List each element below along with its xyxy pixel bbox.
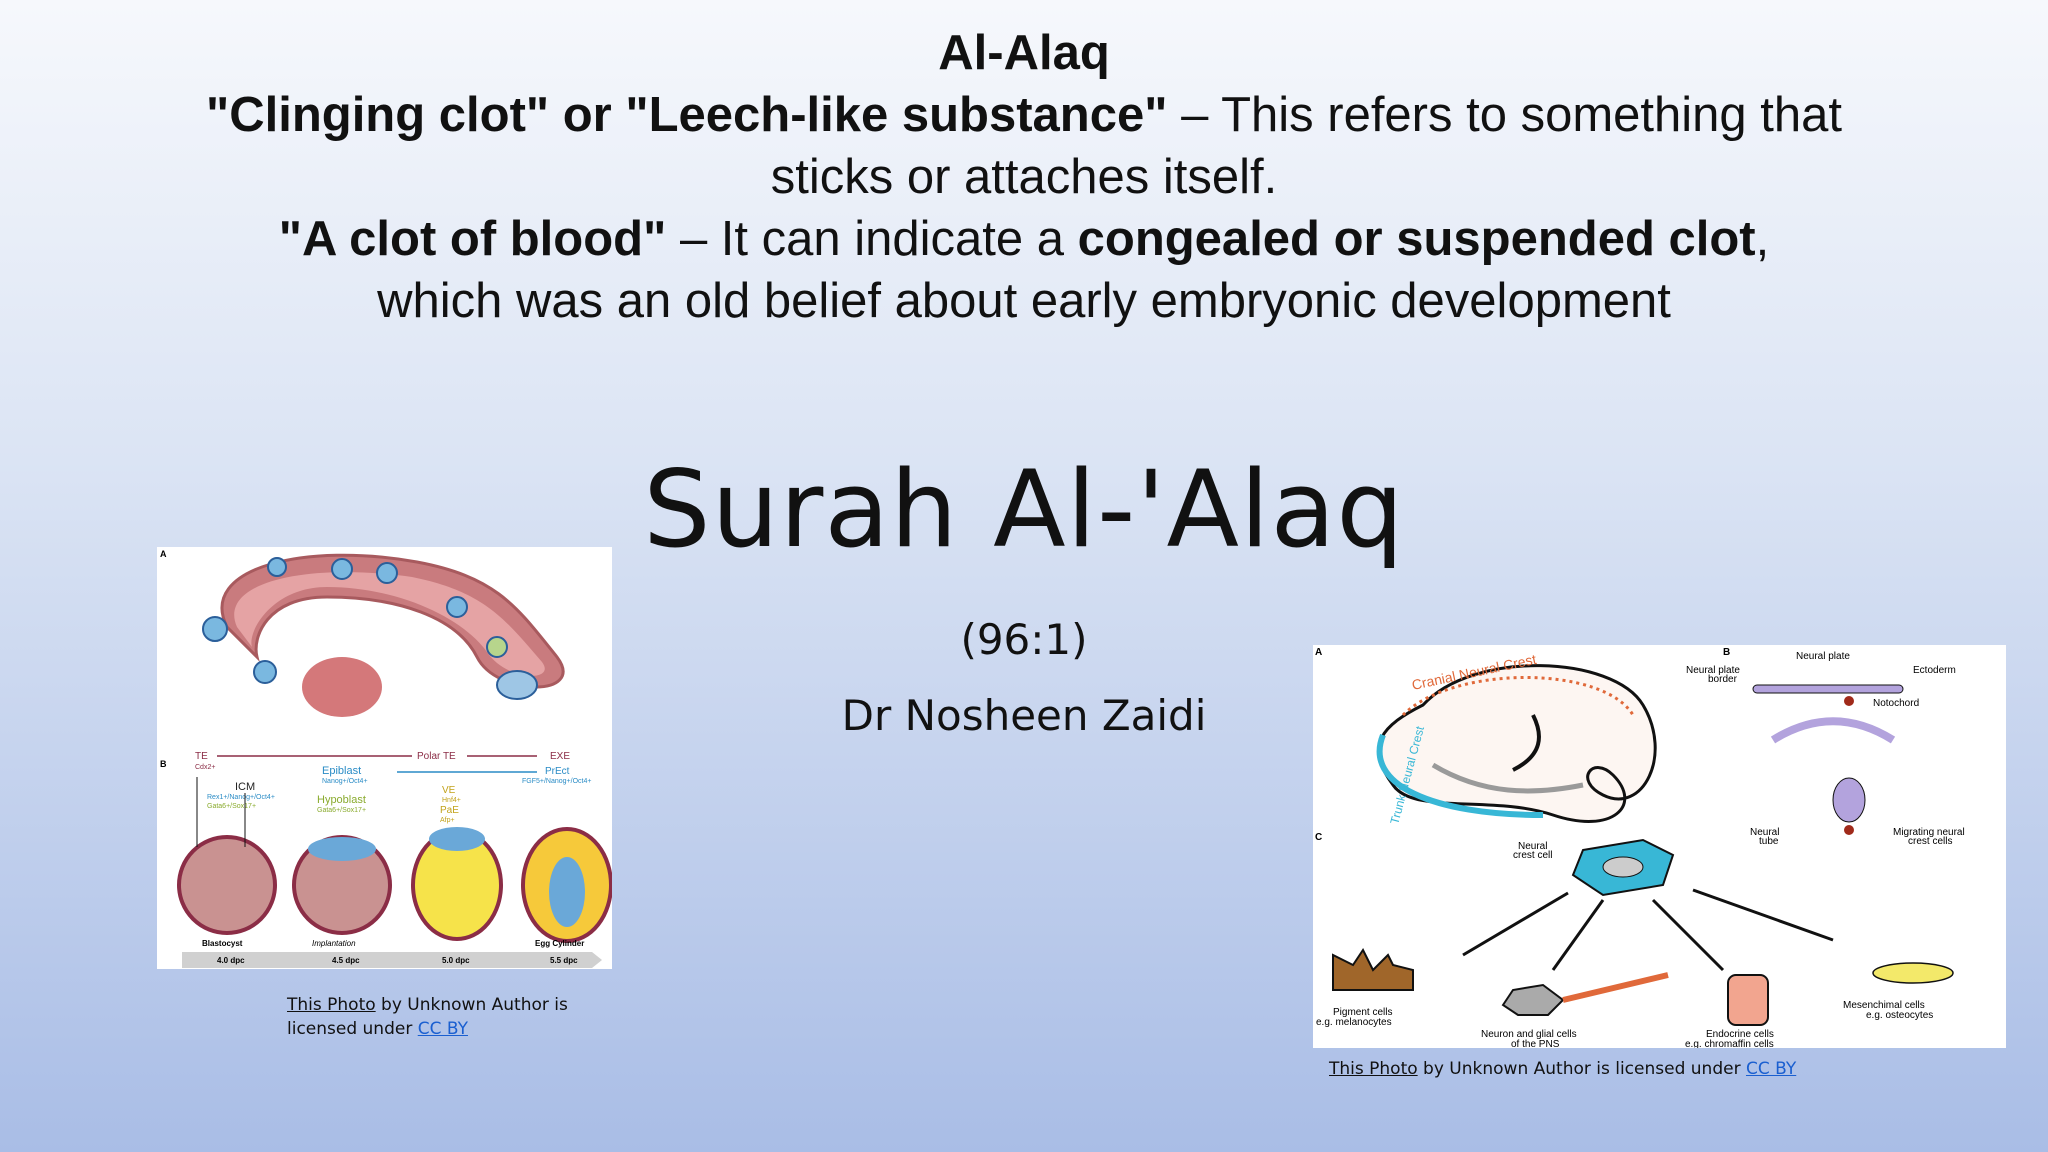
slide-title: Surah Al-'Alaq [643, 448, 1405, 571]
rc-panel-a: A [1315, 647, 1323, 658]
neural-crest-image [1313, 645, 2006, 1048]
pae-sub-label: Afp+ [440, 817, 455, 824]
author-name: Dr Nosheen Zaidi [841, 691, 1207, 740]
notochord-label: Notochord [1873, 698, 1920, 709]
pigment-label-2: e.g. melanocytes [1316, 1017, 1392, 1028]
exe-label: EXE [550, 751, 571, 762]
dpc-5-5: 5.5 dpc [550, 956, 578, 965]
dpc-4-0: 4.0 dpc [217, 956, 245, 965]
left-photo-link[interactable]: This Photo [287, 995, 376, 1015]
stage-egg-cylinder: Egg Cylinder [535, 939, 585, 948]
verse-reference: (96:1) [960, 615, 1088, 664]
embryo-development-image [157, 547, 612, 969]
left-image-caption [287, 993, 568, 1041]
definition-punct: , [1755, 212, 1770, 266]
ectoderm-label: Ectoderm [1913, 665, 1956, 676]
ve-label: VE [442, 785, 456, 796]
right-photo-link[interactable]: This Photo [1329, 1059, 1418, 1079]
rc-panel-c: C [1315, 832, 1323, 843]
definition-text-3: – It can indicate a [666, 212, 1078, 266]
stage-implantation: Implantation [312, 939, 356, 948]
ve-sub-label: Hnf4+ [442, 797, 461, 804]
definition-text-4: which was an old belief about early embryonic development [377, 274, 1671, 328]
icm-sub-label-2: Gata6+/Sox17+ [207, 803, 257, 810]
endo-label-1: Endocrine cells [1706, 1029, 1774, 1040]
definition-title: Al-Alaq [938, 26, 1110, 80]
hypoblast-sub-label: Gata6+/Sox17+ [317, 807, 367, 814]
migrating-label-2: crest cells [1908, 836, 1953, 847]
te-label: TE [195, 751, 208, 762]
prect-label: PrEct [545, 766, 570, 777]
prect-sub-label: FGF5+/Nanog+/Oct4+ [522, 778, 592, 785]
plate-border-label-1: Neural plate [1686, 665, 1740, 676]
pae-label: PaE [440, 805, 459, 816]
ncc-label-1: Neural [1518, 841, 1548, 852]
right-cc-by-link[interactable]: CC BY [1745, 1059, 1797, 1079]
neuron-label-1: Neuron and glial cells [1481, 1029, 1577, 1040]
te-sub-label: Cdx2+ [195, 764, 216, 771]
left-caption-text-2: licensed under [287, 1019, 418, 1039]
definition-text-1: – This refers to something that [1167, 88, 1843, 142]
definition-text [100, 22, 1948, 332]
right-image-caption [1329, 1057, 1796, 1081]
neuron-label-2: of the PNS [1511, 1039, 1560, 1048]
mes-label-2: e.g. osteocytes [1866, 1010, 1934, 1021]
dpc-5-0: 5.0 dpc [442, 956, 470, 965]
definition-phrase-2: "A clot of blood" [278, 212, 667, 266]
neural-crest-diagram [1313, 645, 2006, 1048]
neural-tube-label-1: Neural [1750, 827, 1780, 838]
panel-b-label: B [160, 759, 167, 769]
plate-border-label-2: border [1708, 674, 1737, 685]
dpc-4-5: 4.5 dpc [332, 956, 360, 965]
stage-blastocyst: Blastocyst [202, 939, 243, 948]
cranial-neural-crest-label: Cranial Neural Crest [1410, 650, 1538, 693]
endo-label-2: e.g. chromaffin cells [1685, 1039, 1774, 1048]
migrating-label-1: Migrating neural [1893, 827, 1965, 838]
pigment-label-1: Pigment cells [1333, 1007, 1393, 1018]
embryo-diagram [157, 547, 612, 969]
panel-a-label: A [160, 549, 167, 559]
left-cc-by-link[interactable]: CC BY [417, 1019, 468, 1039]
definition-phrase-1: "Clinging clot" or "Leech-like substance" [205, 88, 1168, 142]
hypoblast-label: Hypoblast [317, 794, 366, 806]
epiblast-label: Epiblast [322, 765, 362, 777]
polar-te-label: Polar TE [417, 751, 456, 762]
rc-panel-b: B [1723, 647, 1731, 658]
ncc-label-2: crest cell [1513, 850, 1553, 861]
neural-tube-label-2: tube [1759, 836, 1779, 847]
right-caption-text: by Unknown Author is licensed under [1417, 1059, 1746, 1079]
definition-phrase-3: congealed or suspended clot [1077, 212, 1756, 266]
icm-sub-label-1: Rex1+/Nanog+/Oct4+ [207, 794, 275, 801]
mes-label-1: Mesenchimal cells [1843, 1000, 1925, 1011]
icm-label: ICM [235, 781, 256, 793]
left-caption-text: by Unknown Author is [375, 995, 568, 1015]
trunk-neural-crest-label: Trunk Neural Crest [1387, 724, 1428, 826]
epiblast-sub-label: Nanog+/Oct4+ [322, 778, 368, 785]
definition-text-2: sticks or attaches itself. [770, 150, 1278, 204]
neural-plate-label: Neural plate [1796, 651, 1850, 662]
